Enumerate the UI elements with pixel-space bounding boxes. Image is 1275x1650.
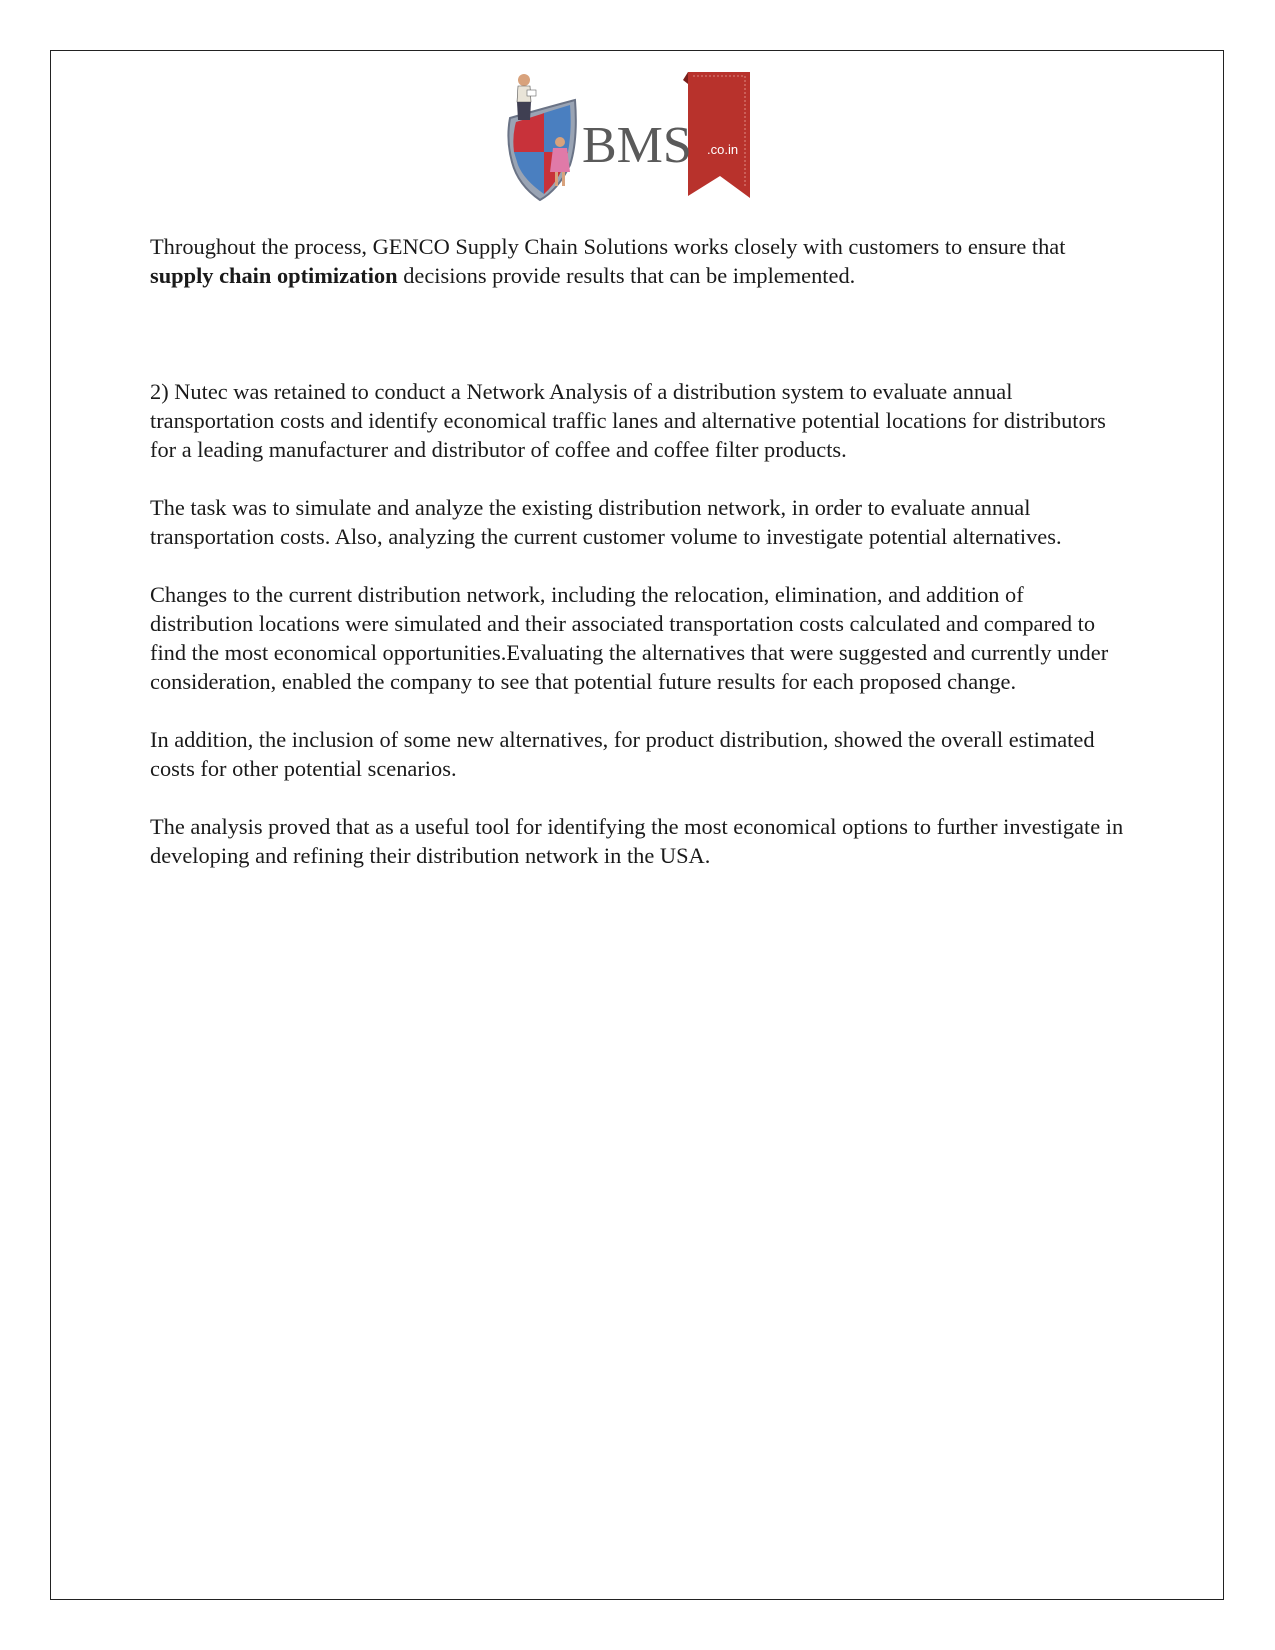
paragraph-task: The task was to simulate and analyze the existing distribution network, in order to evaluate annual transportation costs. Also, analyzing the current customer volume to investigate potential alternatives. [150,495,1062,549]
ribbon-icon [683,72,750,198]
paragraph-changes: Changes to the current distribution network, including the relocation, elimination, and addition of distribution locations were simulated and their associated transportation costs calculated and compared to find the most economical opportunities.Evaluating the alternatives that were suggested and currently under consideration, enabled the company to see that potential future results for each proposed change. [150,582,1109,694]
brand-name: BMS [582,117,692,174]
brand-domain-suffix: .co.in [707,142,739,157]
paragraph-new-alternatives: In addition, the inclusion of some new alternatives, for product distribution, showed the overall estimated costs for other potential scenarios. [150,727,1095,781]
paragraph-network-analysis: 2) Nutec was retained to conduct a Network Analysis of a distribution system to evaluate annual transportation costs and identify economical traffic lanes and alternative potential locations for distributors for a leading manufacturer and distributor of coffee and coffee filter products. [150,379,1106,462]
bms-logo [500,70,790,210]
intro-paragraph: Throughout the process, GENCO Supply Chain Solutions works closely with customers to ensure that supply chain optimization decisions provide results that can be implemented. [150,234,1066,288]
bold-term: supply chain optimization [150,263,398,288]
document-body [150,232,1130,870]
paragraph-conclusion: The analysis proved that as a useful tool for identifying the most economical options to further investigate in developing and refining their distribution network in the USA. [150,814,1124,868]
